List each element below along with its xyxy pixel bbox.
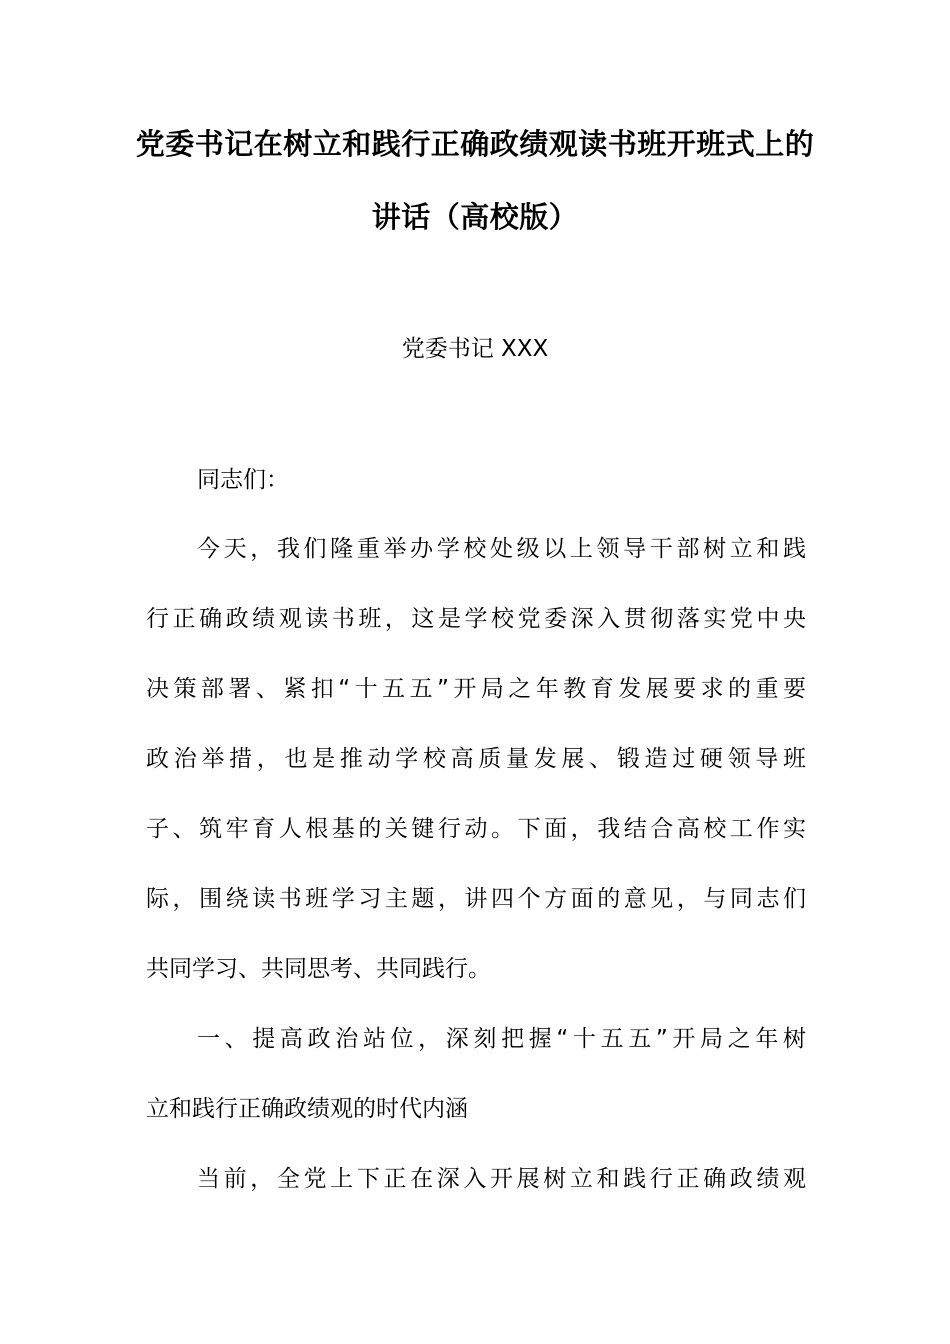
- paragraph-line: 决策部署、紧扣“十五五”开局之年教育发展要求的重要: [146, 676, 806, 702]
- paragraph-line: 今天，我们隆重举办学校处级以上领导干部树立和践: [197, 536, 806, 562]
- document-title-line-2: 讲话（高校版）: [371, 200, 579, 234]
- salutation: 同志们：: [197, 467, 289, 493]
- author-line: 党委书记 XXX: [401, 336, 549, 362]
- section-heading-line: 一、提高政治站位，深刻把握“十五五”开局之年树: [197, 1026, 806, 1052]
- paragraph-line: 当前，全党上下正在深入开展树立和践行正确政绩观: [197, 1166, 806, 1192]
- document-title-line-1: 党委书记在树立和践行正确政绩观读书班开班式上的: [135, 127, 815, 161]
- paragraph-line: 行正确政绩观读书班，这是学校党委深入贯彻落实党中央: [146, 606, 806, 632]
- section-heading-line: 立和践行正确政绩观的时代内涵: [146, 1096, 468, 1122]
- paragraph-line: 子、筑牢育人根基的关键行动。下面，我结合高校工作实: [146, 816, 806, 842]
- paragraph-line: 际，围绕读书班学习主题，讲四个方面的意见，与同志们: [146, 886, 806, 912]
- paragraph-line: 政治举措，也是推动学校高质量发展、锻造过硬领导班: [146, 746, 806, 772]
- paragraph-line: 共同学习、共同思考、共同践行。: [146, 956, 491, 982]
